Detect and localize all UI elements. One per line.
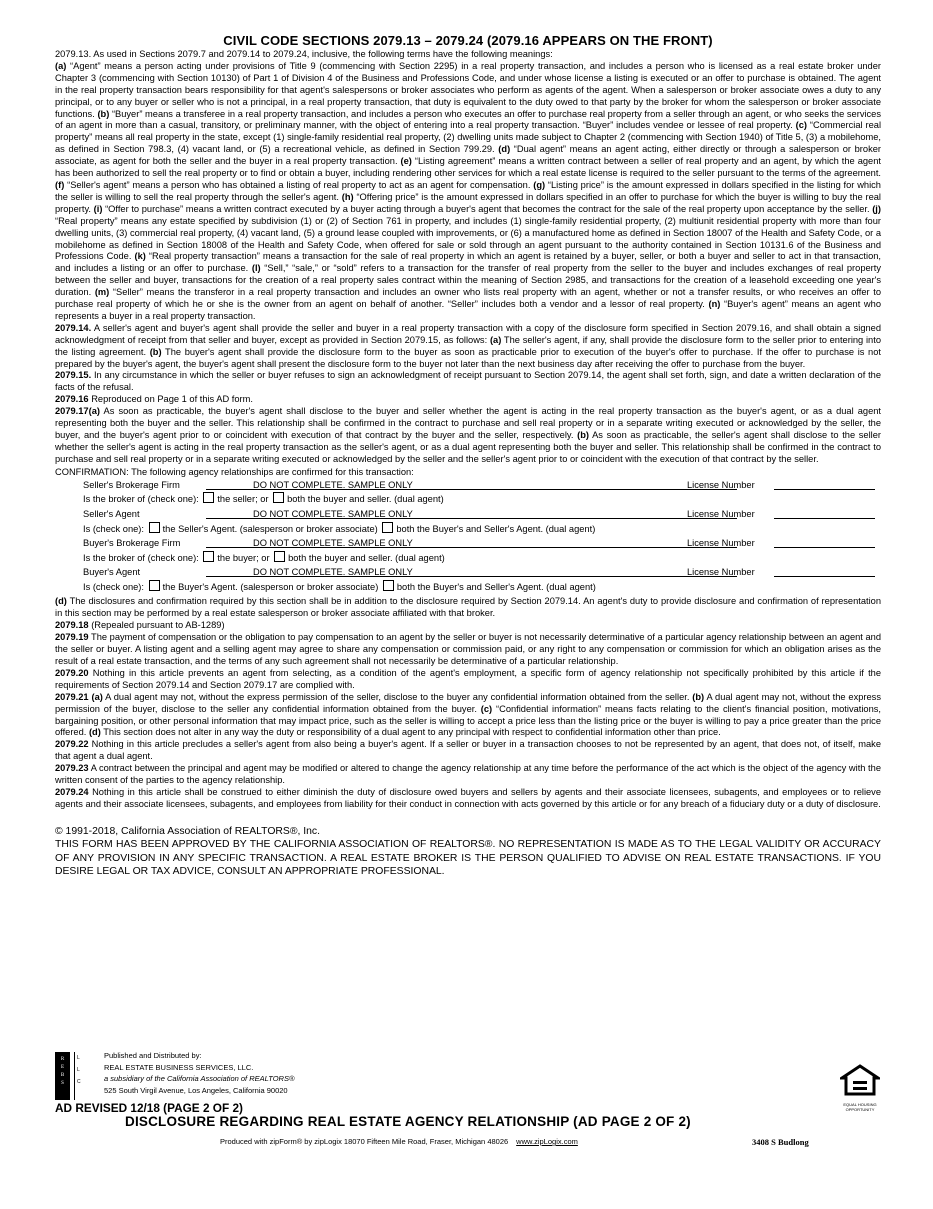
clause-text: As soon as practicable, the buyer's agent shall disclose to the buyer and seller whether the agent is acting in the real property transaction as the buyer's agent, or as a dual agent representing both the buyer and the seller. This relationship shall be confirmed in the contract to purchase and sell real property or in a separate writing executed or acknowledged by the seller, the buyer, and the buyer's agent prior to or coincident with execution of that contract by the buyer and the seller, respectively.: [55, 406, 881, 440]
produced-text: Produced with zipForm® by zipLogix 18070 Fifteen Mile Road, Fraser, Michigan 48026: [220, 1137, 509, 1146]
clause-text: “Real property” means any estate specified by subdivision (1) or (2) of Section 761 in property, and includes (1) single-family residential property, (2) multiunit residential property with more than four dwelling units, (3) commercial real property, (4) vacant land, (5) a ground lease coupled with improvements, or (6) a manufactured home as defined in Section 18007 of the Health and Safety Code, or a mobilehome as defined in Section 18008 of the Health and Safety Code, when offered for sale or sold through an agent pursuant to the authority contained in Section 10131.6 of the Business and Professions Code.: [55, 215, 881, 262]
buyer-dual-checkbox[interactable]: [274, 551, 285, 562]
clause-letter: (b): [97, 108, 110, 119]
seller-agent-value: DO NOT COMPLETE. SAMPLE ONLY: [253, 508, 413, 519]
clause-text: “Listing agreement” means a written contract between a seller of real property and an agent, by which the agent has been authorized to sell the real property or to find or obtain a buyer, including rendering other services for which a real estate license is required to the seller pursuant to the terms of the agreement.: [55, 156, 881, 179]
seller-agent-checkbox[interactable]: [149, 522, 160, 533]
section-2079-17: [55, 406, 881, 466]
publisher-line: Published and Distributed by:: [104, 1051, 202, 1060]
form-title-footer: DISCLOSURE REGARDING REAL ESTATE AGENCY RELATIONSHIP (AD PAGE 2 OF 2): [125, 1114, 691, 1129]
clause-text: “Real property transaction” means a transaction for the sale of real property in which an agent is retained by a buyer, seller, or both a buyer and seller to act in that transaction, and includes a listing or an offer to purchase.: [55, 251, 881, 274]
buyer-agent-value: DO NOT COMPLETE. SAMPLE ONLY: [253, 567, 413, 578]
section-number: 2079.23: [55, 763, 89, 774]
clause-letter: (l): [251, 263, 261, 274]
clause-text: “Agent” means a person acting under provisions of Title 9 (commencing with Section 2295) in a real property transaction, and includes a person who is licensed as a real estate broker under Chapter 3 (commencing with Section 10130) of Part 1 of Division 4 of the Business and Professions Code, and under whose license a listing is executed or an offer to purchase is obtained. The agent in the real property transaction bears responsibility for that agent's salespersons or broker associates who perform as agents of the agent. When a salesperson or broker associate owes a duty to any principal, or to any buyer or seller who is not a principal, in a real property transaction, that duty is equivalent to the duty owed to that party by the broker for whom the salesperson or broker associate functions.: [55, 60, 881, 119]
clause-letter: (b): [577, 430, 589, 440]
clause-letter: (a): [55, 60, 67, 71]
check-group: [83, 551, 445, 566]
buyer-agent-checkbox[interactable]: [149, 580, 160, 591]
clause-text: “Seller” means the transferor in a real property transaction and includes an owner who lists real property with an agent, whether or not a transfer results, or who receives an offer to purchase real property of which he or she is the owner from an agent on behalf of another. “Seller” includes both a vendor and a lessor of real property.: [55, 287, 881, 310]
option-label: the Seller's Agent. (salesperson or broker associate): [162, 523, 378, 534]
section-2079-17-d: [55, 596, 881, 620]
clause-letter: (b): [692, 691, 705, 702]
clause-text: “Confidential information” means facts relating to the client's financial position, motivations, bargaining position, or other personal information that may impact price, such as the seller is willing to accept a price less than the listing price or the buyer is willing to pay a price greater than the price offered.: [55, 703, 881, 738]
logo-letter: L: [77, 1067, 80, 1073]
buyer-firm-label: Buyer's Brokerage Firm: [83, 538, 181, 549]
logo-letter: C: [77, 1079, 81, 1085]
check-group: [83, 492, 444, 507]
clause-text: “Seller's agent” means a person who has obtained a listing of real property to act as an agent for compensation.: [64, 179, 531, 190]
rebs-logo: [55, 1052, 70, 1100]
section-2079-20: [55, 668, 881, 692]
clause-letter: (e): [400, 156, 412, 167]
seller-broker-check-row: [55, 492, 881, 507]
seller-agent-check-row: [55, 522, 881, 537]
clause-letter: (n): [708, 299, 721, 310]
clause-text: Nothing in this article precludes a seller's agent from also being a buyer's agent. If a seller or buyer in a transaction chooses to not be represented by an agent, that does not, of itself, make that agent a dual agent.: [55, 739, 881, 762]
confirmation-label: CONFIRMATION: The following agency relationships are confirmed for this transaction:: [55, 466, 414, 477]
section-2079-13: [55, 49, 881, 323]
buyer-agent-row: [55, 565, 881, 580]
section-2079-21: [55, 692, 881, 740]
section-number: 2079.19: [55, 632, 89, 643]
clause-letter: (g): [533, 179, 546, 190]
clause-text: (Repealed pursuant to AB-1289): [88, 620, 225, 631]
seller-agent-label: Seller's Agent: [83, 508, 140, 519]
section-number: 2079.15.: [55, 370, 92, 381]
buyer-agent-license-field[interactable]: [774, 576, 875, 577]
civil-code-text-continued: [55, 596, 881, 810]
clause-letter: (c): [795, 120, 807, 131]
option-label: both the buyer and seller. (dual agent): [288, 552, 445, 563]
clause-text: The disclosures and confirmation required by this section shall be in addition to the disclosure required by Section 2079.14. An agent's duty to provide disclosure and confirmation of representation in this section may be performed by a real estate salesperson or broker associate affiliated with that broker.: [55, 596, 881, 619]
section-number: 2079.16: [55, 394, 89, 405]
section-number: 2079.21: [55, 691, 89, 702]
seller-agent-row: [55, 507, 881, 522]
clause-text: “Sell,” “sale,” or “sold” refers to a transaction for the transfer of real property from the seller to the buyer and includes exchanges of real property between the seller and buyer, transactions for the creation of a real property sales contract within the meaning of Section 2985, and transactions for the creation of a leasehold exceeding one year's duration.: [55, 263, 881, 298]
logo-letter: L: [77, 1055, 80, 1061]
clause-letter: (i): [93, 203, 103, 214]
clause-text: Nothing in this article shall be construed to either diminish the duty of disclosure owed buyers and sellers by agents and their associate licensees, subagents, and employees or to relieve agents and their associate licensees, subagents, and employees from liability for their conduct in connection with acts governed by this article or for any breach of a fiduciary duty or a duty of disclosure.: [55, 786, 881, 809]
publisher-line: REAL ESTATE BUSINESS SERVICES, LLC.: [104, 1062, 254, 1072]
seller-firm-label: Seller's Brokerage Firm: [83, 479, 180, 490]
logo-letter: S: [61, 1081, 64, 1086]
seller-firm-value: DO NOT COMPLETE. SAMPLE ONLY: [253, 479, 413, 490]
clause-letter: (m): [94, 287, 110, 298]
clause-text: In any circumstance in which the seller or buyer refuses to sign an acknowledgment of receipt pursuant to Section 2079.14, the agent shall set forth, sign, and date a written declaration of the facts of the refusal.: [55, 370, 881, 393]
clause-text: A seller's agent and buyer's agent shall provide the seller and buyer in a real property transaction with a copy of the disclosure form specified in Section 2079.16, and shall obtain a signed acknowledgment of receipt from that seller and buyer, except as provided in Section 2079.15, as follows:: [55, 322, 881, 345]
document-page: [55, 33, 881, 878]
section-2079-22: [55, 739, 881, 763]
clause-text: The payment of compensation or the obligation to pay compensation to an agent by the seller or buyer is not necessarily determinative of a particular agency relationship between an agent and the seller or buyer. A listing agent and a selling agent may agree to share any compensation or commission paid, or any right to any compensation or commission for which an obligation arises as the result of a real estate transaction, and the terms of any such agreement shall not necessarily be determinative of a particular relationship.: [55, 632, 881, 666]
seller-dual-checkbox[interactable]: [273, 492, 284, 503]
buyer-agent-dual-checkbox[interactable]: [383, 580, 394, 591]
publisher-line: [104, 1073, 294, 1085]
buyer-only-checkbox[interactable]: [203, 551, 214, 562]
logo-letter: R: [60, 1057, 65, 1062]
buyer-agent-check-row: [55, 580, 881, 595]
section-number: 2079.24: [55, 786, 89, 797]
clause-letter: (c): [480, 703, 493, 714]
page-title: CIVIL CODE SECTIONS 2079.13 – 2079.24 (2079.16 APPEARS ON THE FRONT): [223, 33, 713, 48]
option-label: both the Buyer's and Seller's Agent. (dual agent): [396, 523, 596, 534]
clause-letter: (f): [55, 179, 65, 190]
section-number: 2079.18: [55, 620, 89, 631]
clause-text: “Buyer” means a transferee in a real property transaction, and includes a person who executes an offer to purchase real property from a seller through an agent, or who seeks the services of an agent in more than a casual, transitory, or preliminary manner, with the object of entering into a real property transaction. “Buyer” includes vendee or lessee of real property.: [55, 108, 881, 131]
civil-code-text: [55, 49, 881, 466]
section-number: 2079.22: [55, 739, 89, 750]
clause-letter: (a): [489, 334, 502, 345]
license-label: License Number: [687, 508, 755, 519]
buyer-broker-check-row: [55, 551, 881, 566]
clause-text: “Buyer's agent” means an agent who represents a buyer in a real property transaction.: [55, 299, 881, 321]
clause-letter: (d): [55, 596, 67, 607]
section-2079-19: [55, 632, 881, 668]
clause-letter: (b): [149, 346, 162, 357]
seller-agent-dual-checkbox[interactable]: [382, 522, 393, 533]
check-group: [83, 580, 596, 595]
publisher-info: [104, 1050, 294, 1096]
seller-only-checkbox[interactable]: [203, 492, 214, 503]
clause-text: As soon as practicable, the seller's agent shall disclose to the seller whether the seller's agent is acting in the real property transaction as the seller's agent, or as a dual agent representing both the buyer and seller. This relationship shall be confirmed in the contract to purchase and sell real property or in a separate writing executed or acknowledged by the seller and the seller's agent prior to or coincident with the execution of that contract by the seller.: [55, 430, 881, 464]
section-2079-14: [55, 323, 881, 371]
buyer-firm-value: DO NOT COMPLETE. SAMPLE ONLY: [253, 538, 413, 549]
equal-housing-text: EQUAL HOUSING OPPORTUNITY: [843, 1102, 877, 1112]
section-2079-16: [55, 394, 881, 406]
clause-text: Nothing in this article prevents an agent from selecting, as a condition of the agent's employment, a specific form of agency relationship not specifically prohibited by this article if the requirements of Section 2079.14 and Section 2079.17 are complied with.: [55, 667, 881, 690]
section-intro: 2079.13. As used in Sections 2079.7 and 2079.14 to 2079.24, inclusive, the following terms have the following meanings:: [55, 49, 553, 59]
publisher-line: 525 South Virgil Avenue, Los Angeles, California 90020: [104, 1085, 288, 1095]
clause-text: “Offering price” is the amount expressed in dollars specified in an offer to purchase for which the buyer is willing to buy the real property.: [55, 191, 881, 214]
section-number: 2079.17(a): [55, 406, 100, 417]
clause-text: “Offer to purchase” means a written contract executed by a buyer acting through a buyer's agent that becomes the contract for the sale of the real property upon acceptance by the seller.: [102, 203, 870, 214]
section-2079-15: [55, 370, 881, 394]
clause-text: A contract between the principal and agent may be modified or altered to change the agency relationship at any time before the performance of the act which is the object of the agency with the written consent of the parties to the agency relationship.: [55, 763, 881, 786]
check-label: Is the broker of (check one):: [83, 494, 199, 505]
license-label: License Number: [687, 567, 755, 578]
license-label: License Number: [687, 538, 755, 549]
clause-letter: (a): [91, 691, 103, 702]
clause-letter: (d): [498, 144, 511, 155]
clause-text: The buyer's agent shall provide the disclosure form to the buyer as soon as practicable prior to execution of the buyer's offer to purchase. If the offer to purchase is not prepared by the buyer's agent, the buyer's agent shall present the disclosure form to the buyer not later than the next business day after receiving the offer to purchase from the buyer.: [55, 346, 881, 369]
section-number: 2079.20: [55, 667, 89, 678]
equal-housing-logo: [838, 1064, 882, 1112]
legal-footer: [55, 825, 881, 879]
buyer-firm-row: [55, 536, 881, 551]
equal-housing-icon: [840, 1064, 880, 1096]
clause-text: “Dual agent” means an agent acting, either directly or through a salesperson or broker associate, as agent for both the seller and the buyer in a real property transaction.: [55, 144, 881, 167]
clause-text: “Listing price” is the amount expressed in dollars specified in the listing for which the seller is willing to sell the real property through the seller's agent.: [55, 179, 881, 202]
clause-text: “Commercial real property” means all real property in the state, except (1) single-family residential real property, (2) dwelling units made subject to Chapter 2 (commencing with Section 1940) of Title 5, (3) a mobilehome, as defined in Section 798.3, (4) vacant land, or (5) a recreational vehicle, as defined in Section 799.29.: [55, 120, 882, 155]
section-2079-18: [55, 620, 881, 632]
property-address: 3408 S Budlong: [752, 1137, 809, 1147]
clause-text: A dual agent may not, without the express permission of the seller, disclose to the buyer any confidential information obtained from the seller.: [102, 691, 690, 702]
logo-letter: B: [60, 1073, 65, 1078]
publisher-subsidiary: a subsidiary of the California Association of REALTORS®: [104, 1074, 295, 1084]
approval-notice: THIS FORM HAS BEEN APPROVED BY THE CALIFORNIA ASSOCIATION OF REALTORS®. NO REPRESENTATION IS MADE AS TO THE LEGAL VALIDITY OR ACCURACY OF ANY PROVISION IN ANY SPECIFIC TRANSACTION. A REAL ESTATE BROKER IS THE PERSON QUALIFIED TO ADVISE ON REAL ESTATE TRANSACTIONS. IF YOU DESIRE LEGAL OR TAX ADVICE, CONSULT AN APPROPRIATE PROFESSIONAL.: [55, 839, 881, 877]
copyright-line: © 1991-2018, California Association of REALTORS®, Inc.: [55, 825, 321, 837]
seller-agent-license-field[interactable]: [774, 518, 875, 519]
clause-letter: (d): [88, 727, 101, 738]
option-label: the seller; or: [217, 494, 269, 505]
buyer-firm-license-field[interactable]: [774, 547, 875, 548]
produced-by: [220, 1137, 578, 1146]
section-number: 2079.14.: [55, 322, 92, 333]
confirmation-form: [55, 478, 881, 595]
ziplogix-link[interactable]: www.zipLogix.com: [516, 1137, 578, 1146]
clause-text: A dual agent may not, without the express permission of the buyer, disclose to the seller any confidential information obtained from the buyer.: [55, 691, 881, 714]
check-label: Is (check one):: [83, 523, 144, 534]
clause-text: Reproduced on Page 1 of this AD form.: [88, 394, 253, 405]
option-label: both the Buyer's and Seller's Agent. (dual agent): [396, 581, 596, 592]
section-2079-23: [55, 763, 881, 787]
option-label: both the buyer and seller. (dual agent): [287, 494, 444, 505]
check-label: Is (check one):: [83, 581, 144, 592]
rebs-logo-bar: [74, 1052, 85, 1100]
clause-letter: (k): [134, 251, 146, 262]
logo-letter: E: [60, 1065, 65, 1070]
section-2079-24: [55, 787, 881, 811]
clause-text: The seller's agent, if any, shall provide the disclosure form to the seller prior to entering into the listing agreement.: [55, 334, 881, 357]
seller-firm-license-field[interactable]: [774, 489, 875, 490]
seller-firm-row: [55, 478, 881, 493]
clause-text: This section does not alter in any way the duty or responsibility of a dual agent to any principal with respect to confidential information other than price.: [100, 727, 721, 738]
form-revision: AD REVISED 12/18 (PAGE 2 OF 2): [55, 1101, 243, 1115]
option-label: the Buyer's Agent. (salesperson or broker associate): [162, 581, 379, 592]
clause-letter: (h): [341, 191, 354, 202]
buyer-agent-label: Buyer's Agent: [83, 567, 141, 578]
license-label: License Number: [687, 479, 755, 490]
option-label: the buyer; or: [217, 552, 270, 563]
clause-letter: (j): [872, 203, 881, 214]
check-group: [83, 522, 595, 537]
check-label: Is the broker of (check one):: [83, 552, 199, 563]
